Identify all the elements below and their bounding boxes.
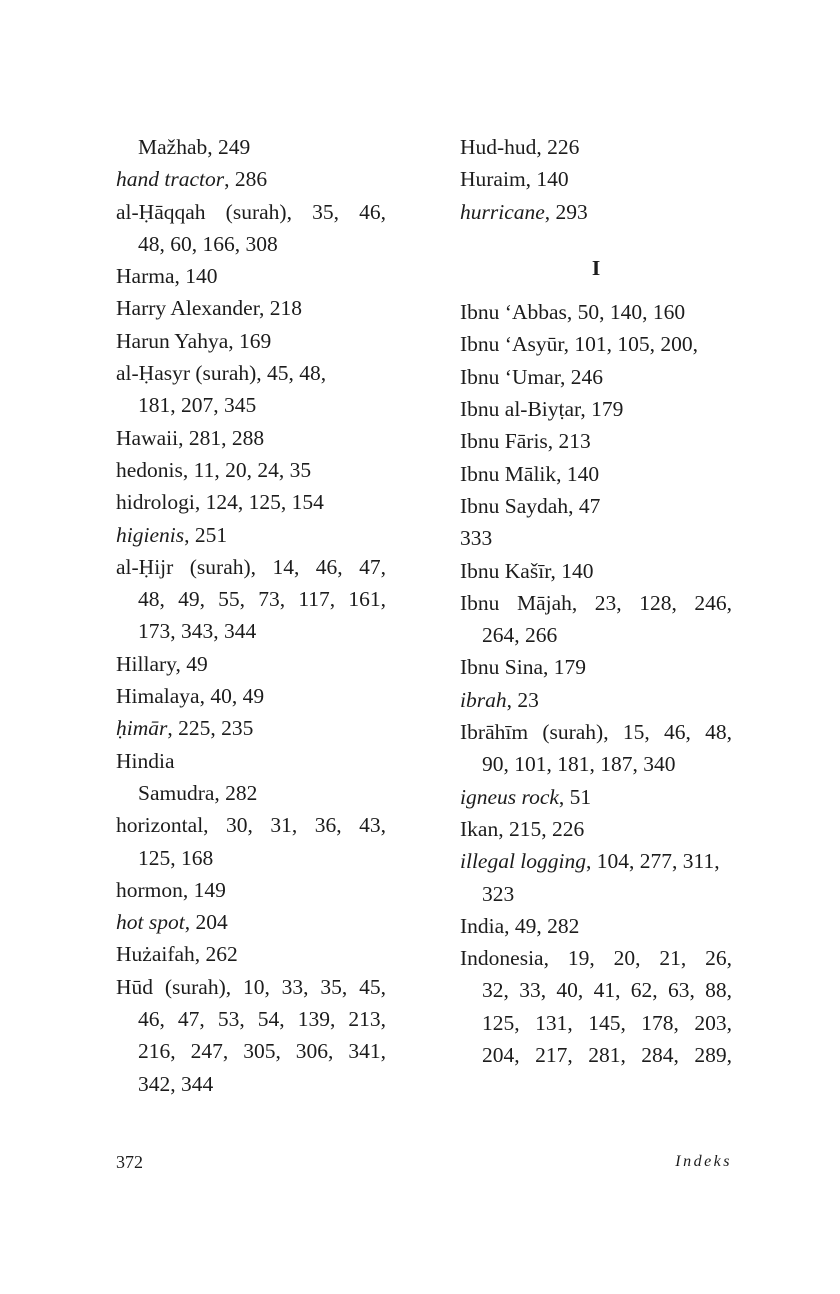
index-entry (460, 845, 732, 877)
index-entry-continuation (460, 748, 732, 780)
index-term-italic: illegal logging (460, 849, 587, 874)
index-entry-text: Ibnu Mālik, 140 (460, 461, 600, 486)
index-entry-text: 48, 49, 55, 73, 117, 161, (138, 587, 386, 612)
index-entry-text: 173, 343, 344 (138, 619, 257, 644)
index-term-italic: hurricane (460, 199, 545, 224)
index-entry-text: Hindia (116, 748, 175, 773)
index-entry-continuation (116, 777, 386, 809)
index-entry (116, 874, 386, 906)
index-entry-text: , 225, 235 (167, 716, 254, 741)
index-entry-text: Mažhab, 249 (138, 135, 251, 159)
index-entry-text: Ibnu al-Biyṭar, 179 (460, 397, 624, 422)
index-entry (116, 809, 386, 841)
section-heading-i: I (591, 255, 601, 280)
index-entry-text: Hużaifah, 262 (116, 942, 238, 967)
index-term-italic: ibrah (460, 687, 507, 712)
index-entry-text: Hūd (surah), 10, 33, 35, 45, (116, 974, 386, 999)
index-column-left (116, 131, 386, 1100)
index-entry (460, 490, 732, 522)
index-entry-text: 125, 168 (138, 845, 214, 870)
index-entry (116, 260, 386, 292)
index-entry (116, 325, 386, 357)
index-entry (460, 458, 732, 490)
index-entry (116, 648, 386, 680)
index-entry-text: hidrologi, 124, 125, 154 (116, 490, 324, 515)
index-entry (460, 781, 732, 813)
index-entry-text: Ibrāhīm (surah), 15, 46, 48, (460, 720, 732, 745)
running-title: Indeks (675, 1153, 732, 1170)
index-entry-text: Himalaya, 40, 49 (116, 684, 265, 709)
index-entry-text: 32, 33, 40, 41, 62, 63, 88, (482, 978, 732, 1003)
index-entry-continuation (116, 228, 386, 260)
index-entry (116, 906, 386, 938)
index-entry-text: 342, 344 (138, 1071, 214, 1096)
index-entry-text: al-Ḥijr (surah), 14, 46, 47, (116, 554, 386, 579)
index-entry-text: Ibnu Mājah, 23, 128, 246, (460, 590, 732, 615)
index-entry-continuation (116, 842, 386, 874)
index-entry (460, 328, 732, 360)
index-entry-text: 125, 131, 145, 178, 203, (482, 1010, 732, 1035)
index-entries-i (460, 296, 732, 1071)
index-entry-continuation (116, 1035, 386, 1067)
index-entry (116, 454, 386, 486)
index-entry (116, 196, 386, 228)
index-term-italic: igneus rock (460, 784, 559, 809)
index-entry (116, 486, 386, 518)
index-entry (460, 361, 732, 393)
index-entry (116, 938, 386, 970)
index-entry-text: Indonesia, 19, 20, 21, 26, (460, 946, 732, 971)
index-entry (116, 163, 386, 195)
index-entry-text: 264, 266 (482, 623, 558, 648)
index-entry (460, 910, 732, 942)
index-entry-continuation (460, 974, 732, 1006)
index-entry-text: , 23 (506, 687, 539, 712)
index-entry (460, 163, 732, 195)
index-entry-text: 333 (460, 526, 493, 551)
index-entry (116, 422, 386, 454)
index-entry-text: Ibnu ‘Asyūr, 101, 105, 200, (460, 332, 699, 357)
index-entry-text: Hillary, 49 (116, 651, 208, 676)
index-entry-text: , 104, 277, 311, (586, 849, 720, 874)
index-entry-text: 216, 247, 305, 306, 341, (138, 1039, 386, 1064)
index-entry (116, 680, 386, 712)
index-entry-text: Harun Yahya, 169 (116, 328, 272, 353)
index-entry (460, 196, 732, 228)
index-entry-text: 181, 207, 345 (138, 393, 257, 418)
index-entry (116, 712, 386, 744)
index-term-italic: higienis (116, 522, 185, 547)
index-entry-text: Hud-hud, 226 (460, 135, 580, 159)
index-entry (460, 651, 732, 683)
page-number: 372 (116, 1152, 143, 1172)
index-entry-text: Ibnu Saydah, 47 (460, 493, 601, 518)
index-entry-continuation (460, 878, 732, 910)
index-term-italic: hot spot (116, 910, 185, 935)
index-entry-continuation (116, 389, 386, 421)
index-entry-text: Ibnu Fāris, 213 (460, 429, 591, 454)
index-entry-continuation (460, 619, 732, 651)
index-entry-text: 46, 47, 53, 54, 139, 213, (138, 1007, 386, 1032)
index-entry (116, 551, 386, 583)
index-entry (460, 942, 732, 974)
index-entry (460, 393, 732, 425)
index-entry-text: al-Ḥasyr (surah), 45, 48, (116, 361, 327, 386)
index-entry-text: , 286 (224, 167, 268, 192)
index-entry-text: Ibnu ‘Abbas, 50, 140, 160 (460, 300, 686, 325)
index-term-italic: ḥimār (116, 716, 168, 741)
index-entry (460, 716, 732, 748)
index-entry-text: Harry Alexander, 218 (116, 296, 303, 321)
index-entry (116, 745, 386, 777)
index-entry-text: 90, 101, 181, 187, 340 (482, 752, 676, 777)
index-entry-text: Ibnu ‘Umar, 246 (460, 364, 604, 389)
index-entry (116, 971, 386, 1003)
index-entry (460, 296, 732, 328)
index-entry-text: Ikan, 215, 226 (460, 816, 585, 841)
index-entry-text: Samudra, 282 (138, 780, 258, 805)
index-entry-text: hedonis, 11, 20, 24, 35 (116, 457, 312, 482)
index-entry (460, 684, 732, 716)
index-entry (116, 519, 386, 551)
index-entry (460, 587, 732, 619)
index-entry-text: , 293 (544, 199, 588, 224)
index-entry-text: Ibnu Kašīr, 140 (460, 558, 594, 583)
index-entry-text: 204, 217, 281, 284, 289, (482, 1043, 732, 1068)
index-entry (460, 131, 732, 163)
index-entry (460, 425, 732, 457)
index-entry-text: Ibnu Sina, 179 (460, 655, 587, 680)
index-entry-text: Harma, 140 (116, 264, 218, 289)
index-entry (460, 813, 732, 845)
index-term-italic: hand tractor (116, 167, 225, 192)
index-entry-text: India, 49, 282 (460, 913, 580, 938)
index-column-right (460, 131, 732, 1071)
index-entry (116, 357, 386, 389)
index-entry-text: 48, 60, 166, 308 (138, 231, 278, 256)
index-entry-text: hormon, 149 (116, 877, 226, 902)
index-entry-continuation (116, 1068, 386, 1100)
index-entry-continuation (116, 1003, 386, 1035)
index-entry (460, 555, 732, 587)
index-entry-text: , 51 (558, 784, 592, 809)
index-entry-text: , 204 (184, 910, 228, 935)
index-entry-continuation (116, 583, 386, 615)
index-entry-text: 323 (482, 881, 515, 906)
index-entry-text: Hawaii, 281, 288 (116, 425, 265, 450)
index-entry-continuation (116, 615, 386, 647)
index-entry-continuation (116, 131, 386, 163)
index-entry (116, 292, 386, 324)
index-entry-text: , 251 (184, 522, 228, 547)
index-entry (460, 522, 732, 554)
index-entry-text: al-Ḥāqqah (surah), 35, 46, (116, 199, 386, 224)
index-entry-continuation (460, 1007, 732, 1039)
index-entry-text: horizontal, 30, 31, 36, 43, (116, 813, 386, 838)
index-entries-h-continued (460, 131, 732, 228)
index-entry-continuation (460, 1039, 732, 1071)
index-entry-text: Huraim, 140 (460, 167, 569, 192)
